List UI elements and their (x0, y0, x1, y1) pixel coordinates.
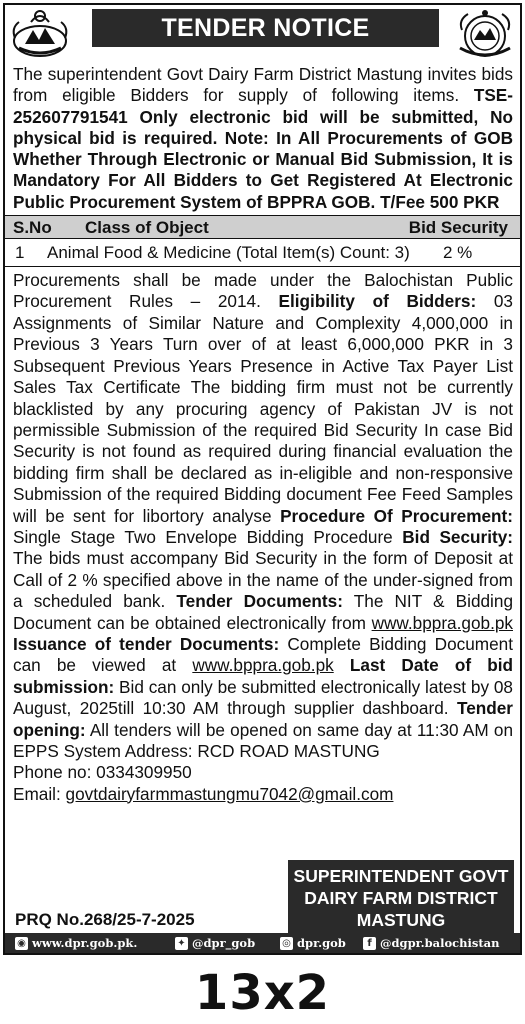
text: Procurements shall be made under the Balochistan Public Procurement Rules – 2014. (13, 270, 513, 312)
prq-number: PRQ No.268/25-7-2025 (15, 910, 195, 929)
email-label: Email: (13, 783, 66, 804)
phone-line: Phone no: 0334309950 (13, 762, 192, 783)
bppra-link[interactable]: www.bppra.gob.pk (192, 655, 334, 676)
terms-paragraph (5, 267, 520, 762)
signature-line: MASTUNG (356, 910, 446, 930)
row-sno: 1 (15, 243, 25, 263)
col-bid-security: Bid Security (408, 218, 508, 238)
tender-notice (3, 3, 522, 955)
ad-size-label: 13x2 (194, 965, 331, 1021)
footer-facebook[interactable] (363, 936, 500, 950)
procedure-heading: Procedure Of Procurement: (280, 505, 513, 526)
instagram-icon: ◎ (280, 937, 293, 950)
signature-block (288, 860, 514, 936)
twitter-icon: ✦ (175, 937, 188, 950)
col-sno: S.No (13, 218, 52, 238)
bid-security-heading: Bid Security: (402, 526, 513, 547)
text: The NIT & Bidding Document can be obtained electronically from (13, 591, 513, 633)
footer-web[interactable] (15, 936, 137, 950)
items-table-header (5, 215, 520, 239)
intro-paragraph (5, 64, 520, 213)
col-class-of-object: Class of Object (85, 218, 209, 238)
signature-line: DAIRY FARM DISTRICT (304, 888, 498, 908)
tender-opening-heading: Tender opening: (13, 698, 513, 740)
issuance-heading: Issuance of tender Documents: (13, 633, 280, 654)
text: Complete Bidding Document can be viewed at (13, 633, 513, 676)
eligibility-heading: Eligibility of Bidders: (278, 291, 477, 312)
text: 03 Assignments of Similar Nature and Complexity 4,000,000 in Previous 3 Years Turn over of at least 6,000,000 PKR in 3 Subsequent Previous Years Presence in Active Tax Payer List Sales Tax Certificate The bidding firm must not be currently blacklisted by any procuring agency of Pakistan JV is not permissible Submission of the required Bid Security In case Bid Security is not found as required during financial evaluation the bidding firm shall be declared as in-eligible and non-responsive Submission of the required Bidding document Fee Feed Samples will be sent for libortory analyse (13, 291, 513, 526)
signature-line: SUPERINTENDENT GOVT (293, 866, 509, 886)
balochistan-emblem-icon (9, 8, 71, 60)
text (334, 655, 350, 675)
intro-text: The superintendent Govt Dairy Farm District Mastung invites bids from eligible Bidders for supply of following items. (13, 64, 513, 106)
footer-facebook-text: @dgpr.balochistan (380, 936, 500, 950)
notice-title: TENDER NOTICE (92, 9, 439, 47)
intro-bold-text: TSE-252607791541 Only electronic bid will be submitted, No physical bid is required. Note: In All Procurements of GOB Whether Through Electronic or Manual Bid Submission, It is Mandatory For All Bidders to Get Registered At Electronic Public Procurement System of BPPRA GOB. T/Fee 500 PKR (13, 85, 513, 212)
footer-instagram-text: dpr.gob (297, 936, 346, 950)
dpr-emblem-icon (454, 8, 516, 60)
row-bid-security: 2 % (443, 243, 473, 263)
facebook-icon: f (363, 937, 376, 950)
table-row (5, 239, 520, 267)
last-date-heading: Last Date of bid submission: (13, 655, 513, 697)
footer-twitter-text: @dpr_gob (192, 936, 256, 950)
bppra-link[interactable]: www.bppra.gob.pk (371, 612, 513, 633)
notice-header (5, 5, 520, 60)
text: All tenders will be opened on same day at 11:30 AM on EPPS System Address: RCD ROAD MASTUNG (13, 719, 513, 762)
row-class-of-object: Animal Food & Medicine (Total Item(s) Count: 3) (47, 243, 410, 263)
email-line (5, 784, 520, 805)
text: Bid can only be submitted electronically latest by 08 August, 2025till 10:30 AM through supplier dashboard. (13, 676, 513, 719)
tender-documents-heading: Tender Documents: (176, 591, 343, 612)
email-link[interactable]: govtdairyfarmmastungmu7042@gmail.com (65, 783, 394, 804)
text: The bids must accompany Bid Security in the form of Deposit at Call of 2 % specified above in the name of the under-signed from a scheduled bank. (13, 548, 513, 612)
footer-twitter[interactable] (175, 936, 255, 950)
text: Single Stage Two Envelope Bidding Procedure (13, 526, 403, 547)
footer-bar (5, 933, 520, 953)
footer-instagram[interactable] (280, 936, 346, 950)
globe-icon: ◉ (15, 937, 28, 950)
footer-web-text: www.dpr.gob.pk. (32, 936, 138, 950)
